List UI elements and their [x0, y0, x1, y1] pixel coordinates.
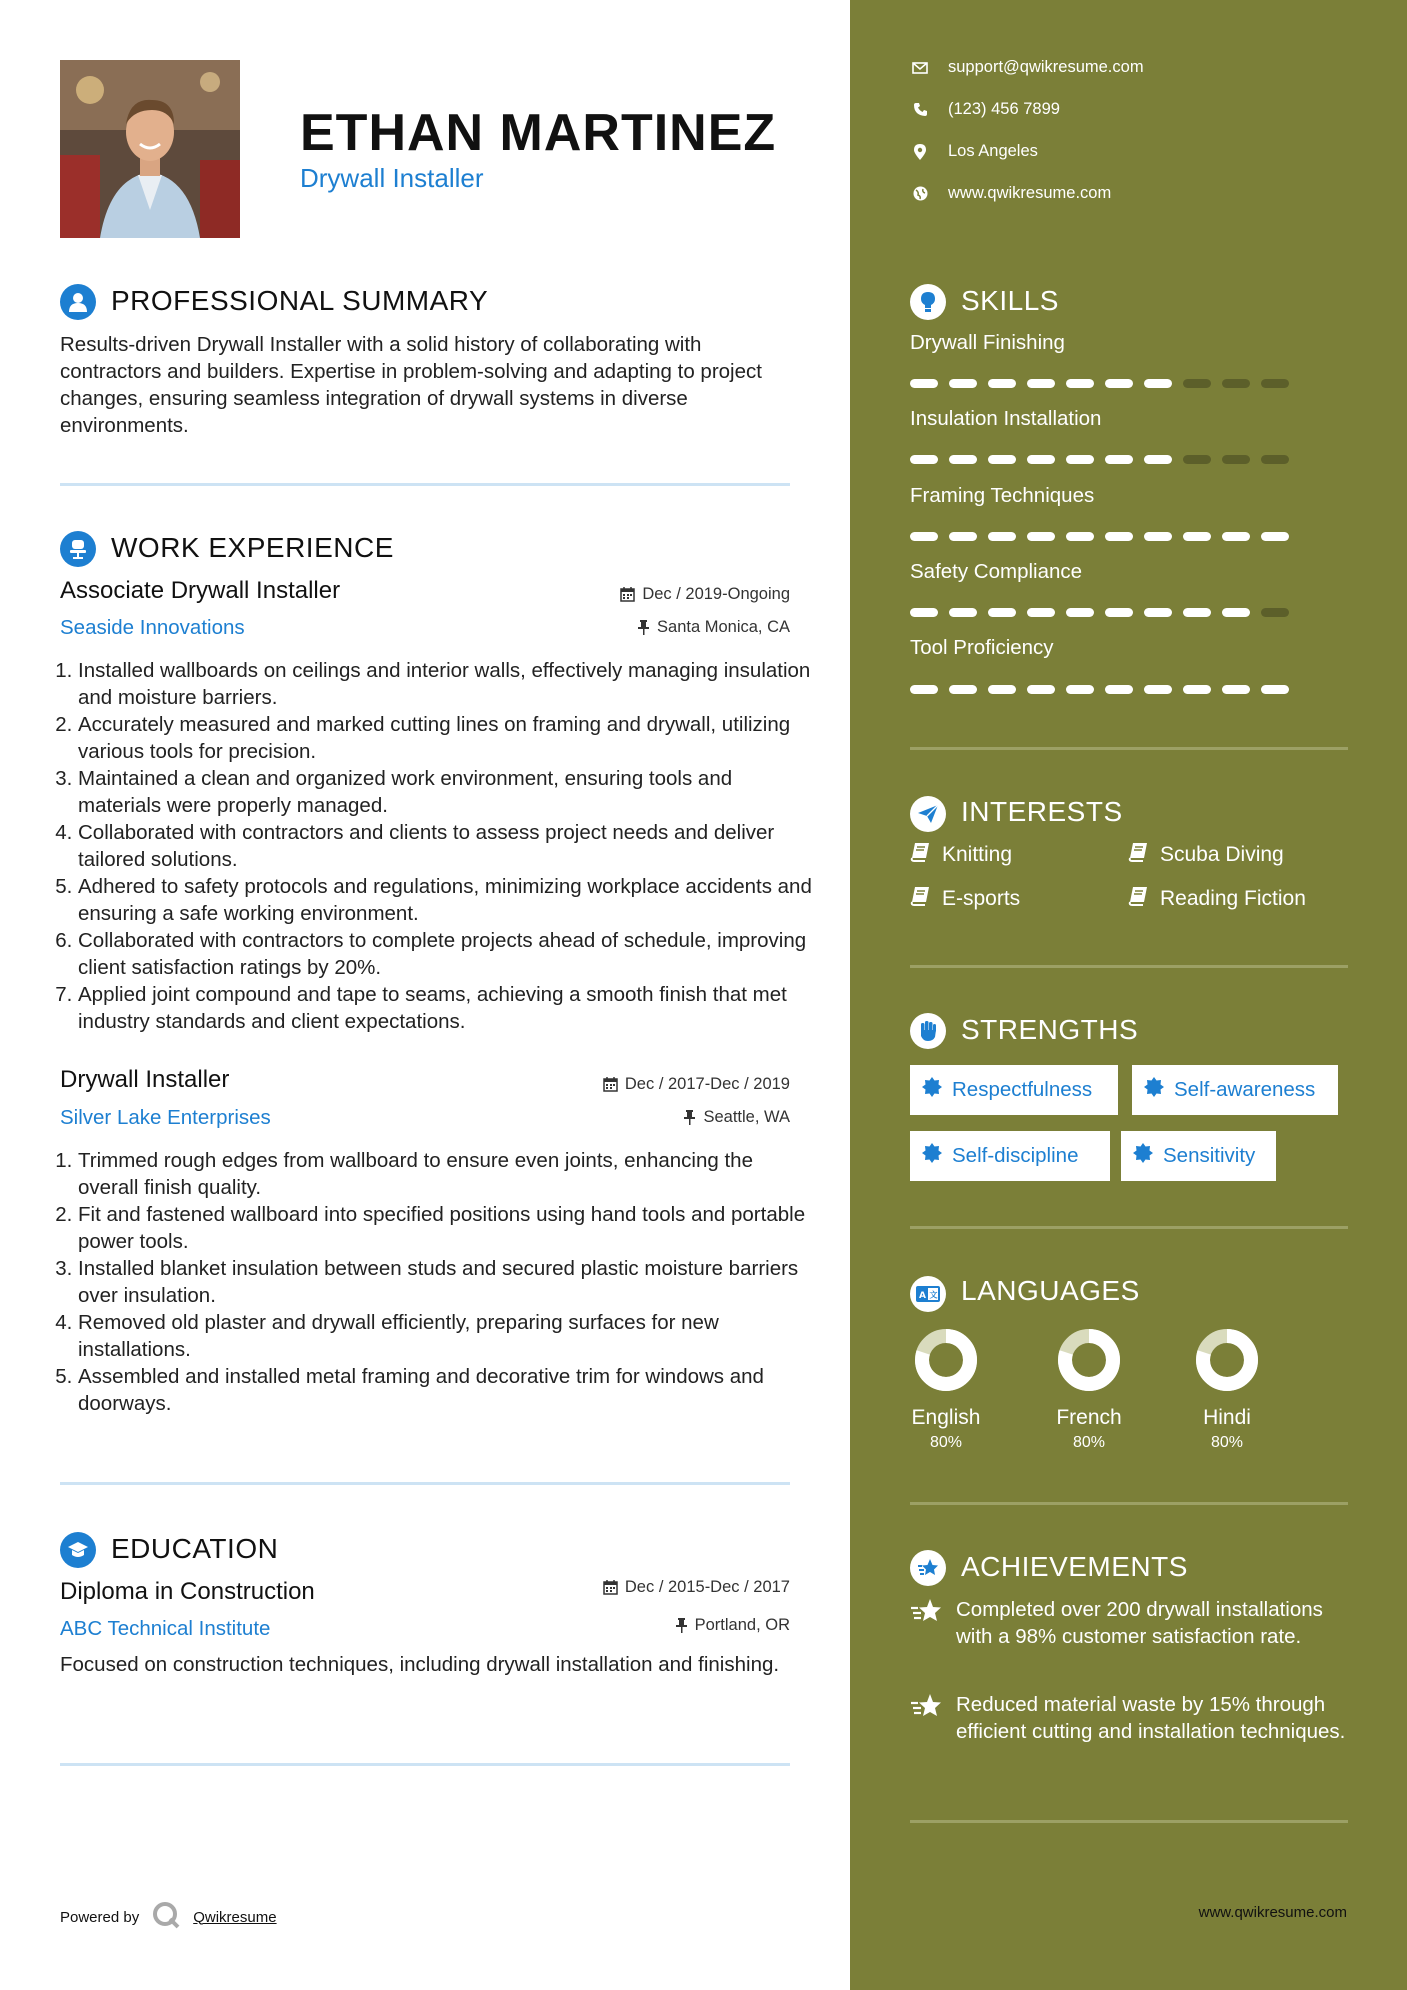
skill-name: Drywall Finishing: [910, 331, 1065, 354]
education-description: Focused on construction techniques, including drywall installation and finishing.: [60, 1653, 780, 1676]
section-divider: [910, 1226, 1348, 1229]
job-title: Associate Drywall Installer: [60, 577, 341, 604]
book-icon: [1128, 886, 1148, 912]
skill-bar: [910, 379, 1289, 388]
qwikresume-logo-icon: [151, 1900, 181, 1934]
skill-segment: [949, 379, 977, 388]
list-item: 7. Applied joint compound and tape to seams, achieving a smooth finish that met industry standards and client expectations.: [78, 981, 818, 1035]
skill-segment: [1261, 379, 1289, 388]
skill-segment: [1027, 379, 1055, 388]
website-text: www.qwikresume.com: [948, 184, 1112, 202]
list-item: 2. Accurately measured and marked cutting lines on framing and drywall, utilizing various tools for precision.: [78, 711, 818, 765]
profile-photo: [60, 60, 240, 238]
interests-heading: INTERESTS: [961, 796, 1123, 827]
section-divider: [60, 1482, 790, 1485]
badge-icon: [922, 1077, 942, 1103]
skill-segment: [988, 608, 1016, 617]
language-percent: 80%: [929, 1434, 963, 1451]
book-icon: [910, 886, 930, 912]
section-divider: [910, 747, 1348, 750]
skill-bar: [910, 608, 1289, 617]
envelope-icon: [910, 62, 930, 74]
svg-text:A: A: [919, 1291, 926, 1301]
skill-segment: [1183, 379, 1211, 388]
powered-by: [60, 1900, 277, 1934]
skill-bar: [910, 685, 1289, 694]
language-donut: [1056, 1327, 1122, 1393]
calendar-icon: [603, 1077, 618, 1092]
svg-text:文: 文: [929, 1290, 938, 1300]
education-date-text: Dec / 2015-Dec / 2017: [624, 1578, 790, 1596]
email-text: support@qwikresume.com: [948, 58, 1144, 76]
skill-segment: [1183, 608, 1211, 617]
skill-segment: [910, 455, 938, 464]
job-title: Drywall Installer: [60, 1066, 230, 1093]
interest-item: [1128, 886, 1306, 912]
fist-icon: [910, 1013, 946, 1049]
language-item: [1177, 1327, 1277, 1452]
skill-segment: [910, 608, 938, 617]
contact-phone[interactable]: [910, 100, 1060, 119]
skill-segment: [1066, 608, 1094, 617]
skill-segment: [1261, 532, 1289, 541]
skill-segment: [1222, 685, 1250, 694]
map-pin-icon: [910, 144, 930, 160]
degree-title: Diploma in Construction: [60, 1578, 315, 1605]
job-date: [603, 1075, 790, 1094]
skill-segment: [1261, 608, 1289, 617]
skill-segment: [949, 532, 977, 541]
job-location-text: Santa Monica, CA: [657, 618, 790, 636]
skill-segment: [949, 455, 977, 464]
interest-label: Scuba Diving: [1160, 843, 1284, 866]
contact-website[interactable]: [910, 184, 1111, 203]
qwikresume-link[interactable]: Qwikresume: [193, 1908, 277, 1926]
pin-icon: [683, 1110, 696, 1125]
paper-plane-icon: [910, 796, 946, 832]
skill-segment: [1027, 608, 1055, 617]
skill-name: Insulation Installation: [910, 407, 1102, 430]
skill-segment: [1027, 532, 1055, 541]
company-name: Silver Lake Enterprises: [60, 1106, 271, 1129]
candidate-title: Drywall Installer: [300, 163, 484, 193]
skill-segment: [1144, 532, 1172, 541]
skill-segment: [1105, 379, 1133, 388]
education-heading: EDUCATION: [111, 1533, 279, 1564]
achievements-heading: ACHIEVEMENTS: [961, 1551, 1188, 1582]
job-date-text: Dec / 2017-Dec / 2019: [624, 1075, 790, 1093]
job-date: [620, 585, 790, 604]
language-item: [1039, 1327, 1139, 1452]
skill-segment: [1066, 455, 1094, 464]
strength-chip: [1121, 1131, 1276, 1181]
star-icon: [910, 1691, 942, 1745]
skill-segment: [1144, 455, 1172, 464]
skill-segment: [949, 685, 977, 694]
calendar-icon: [603, 1580, 618, 1595]
sidebar: [850, 0, 1407, 1990]
skill-segment: [1105, 455, 1133, 464]
job-location: [683, 1108, 790, 1127]
languages-heading: LANGUAGES: [961, 1275, 1140, 1306]
interest-item: [910, 886, 1020, 912]
skill-segment: [1222, 608, 1250, 617]
strength-chip: [910, 1065, 1118, 1115]
skill-segment: [910, 532, 938, 541]
skill-segment: [949, 608, 977, 617]
qwikresume-site-link[interactable]: www.qwikresume.com: [1198, 1904, 1347, 1921]
contact-email[interactable]: [910, 58, 1144, 77]
skill-segment: [1027, 685, 1055, 694]
language-name: English: [911, 1406, 981, 1429]
job-duties: [60, 1147, 818, 1417]
skill-segment: [1183, 455, 1211, 464]
summary-heading: PROFESSIONAL SUMMARY: [111, 285, 489, 316]
candidate-name: ETHAN MARTINEZ: [300, 104, 777, 162]
skill-segment: [1183, 685, 1211, 694]
chair-icon: [60, 531, 96, 567]
user-icon: [60, 284, 96, 320]
list-item: 3. Maintained a clean and organized work environment, ensuring tools and materials were properly managed.: [78, 765, 818, 819]
education-date: [603, 1578, 790, 1597]
skill-segment: [1105, 608, 1133, 617]
list-item: 5. Assembled and installed metal framing and decorative trim for windows and doorways.: [78, 1363, 818, 1417]
skill-segment: [1066, 532, 1094, 541]
skill-segment: [1027, 455, 1055, 464]
education-location-text: Portland, OR: [694, 1616, 790, 1634]
strength-label: Self-awareness: [1174, 1078, 1316, 1101]
skill-segment: [1066, 379, 1094, 388]
language-percent: 80%: [1072, 1434, 1106, 1451]
skill-segment: [988, 532, 1016, 541]
badge-icon: [1144, 1077, 1164, 1103]
skill-segment: [1261, 685, 1289, 694]
list-item: 1. Installed wallboards on ceilings and interior walls, effectively managing insulation and moisture barriers.: [78, 657, 818, 711]
education-location: [675, 1616, 790, 1635]
section-divider: [910, 1502, 1348, 1505]
pin-icon: [637, 620, 650, 635]
achievement-text: Reduced material waste by 15% through efficient cutting and installation techniques.: [956, 1693, 1346, 1743]
section-divider: [60, 1763, 790, 1766]
skill-segment: [1105, 532, 1133, 541]
skill-segment: [1144, 379, 1172, 388]
school-name: ABC Technical Institute: [60, 1617, 271, 1640]
star-icon: [910, 1596, 942, 1650]
skill-name: Tool Proficiency: [910, 636, 1054, 659]
language-name: French: [1056, 1406, 1122, 1429]
section-divider: [910, 1820, 1348, 1823]
badge-icon: [922, 1143, 942, 1169]
translate-icon: [910, 1276, 946, 1312]
skills-heading: SKILLS: [961, 285, 1059, 316]
strength-label: Self-discipline: [952, 1144, 1079, 1167]
location-text: Los Angeles: [948, 142, 1038, 160]
list-item: 3. Installed blanket insulation between studs and secured plastic moisture barriers over insulation.: [78, 1255, 818, 1309]
phone-icon: [910, 102, 930, 117]
list-item: 2. Fit and fastened wallboard into specified positions using hand tools and portable power tools.: [78, 1201, 818, 1255]
language-name: Hindi: [1203, 1406, 1251, 1429]
graduation-icon: [60, 1532, 96, 1568]
job-duties: [60, 657, 818, 1035]
language-donut: [1194, 1327, 1260, 1393]
contact-location: [910, 142, 1038, 161]
skill-segment: [1222, 532, 1250, 541]
globe-icon: [910, 186, 930, 201]
list-item: 1. Trimmed rough edges from wallboard to ensure even joints, enhancing the overall finish quality.: [78, 1147, 818, 1201]
skill-segment: [1105, 685, 1133, 694]
strength-chip: [1132, 1065, 1338, 1115]
powered-by-label: Powered by: [60, 1908, 140, 1926]
language-item: [896, 1327, 996, 1452]
interest-item: [910, 842, 1012, 868]
skill-segment: [988, 685, 1016, 694]
achievement-item: [910, 1691, 1350, 1745]
company-name: Seaside Innovations: [60, 616, 245, 639]
skill-segment: [1144, 608, 1172, 617]
skill-segment: [1066, 685, 1094, 694]
badge-icon: [1133, 1143, 1153, 1169]
skill-segment: [988, 455, 1016, 464]
interest-label: Reading Fiction: [1160, 887, 1306, 910]
skill-segment: [1183, 532, 1211, 541]
skill-name: Safety Compliance: [910, 560, 1083, 583]
strength-chip: [910, 1131, 1110, 1181]
skill-segment: [988, 379, 1016, 388]
experience-heading: WORK EXPERIENCE: [111, 532, 394, 563]
list-item: 6. Collaborated with contractors to complete projects ahead of schedule, improving client satisfaction ratings by 20%.: [78, 927, 818, 981]
pin-icon: [675, 1618, 688, 1633]
language-donut: [913, 1327, 979, 1393]
skill-segment: [1261, 455, 1289, 464]
job-location: [637, 618, 790, 637]
language-percent: 80%: [1210, 1434, 1244, 1451]
skill-segment: [1222, 379, 1250, 388]
skill-segment: [1144, 685, 1172, 694]
strength-label: Respectfulness: [952, 1078, 1093, 1101]
strength-label: Sensitivity: [1163, 1144, 1256, 1167]
calendar-icon: [620, 587, 635, 602]
interest-label: E-sports: [942, 887, 1021, 910]
lightbulb-icon: [910, 284, 946, 320]
book-icon: [910, 842, 930, 868]
skill-segment: [910, 379, 938, 388]
book-icon: [1128, 842, 1148, 868]
phone-text: (123) 456 7899: [948, 100, 1060, 118]
list-item: 4. Removed old plaster and drywall efficiently, preparing surfaces for new installations.: [78, 1309, 818, 1363]
list-item: 4. Collaborated with contractors and clients to assess project needs and deliver tailored solutions.: [78, 819, 818, 873]
skill-segment: [1222, 455, 1250, 464]
summary-text: Results-driven Drywall Installer with a solid history of collaborating with contractors and builders. Expertise in problem-solving and adapting to project changes, ensuring seamless integration of drywall systems in diverse environments.: [60, 333, 762, 437]
skill-bar: [910, 532, 1289, 541]
achievement-text: Completed over 200 drywall installations with a 98% customer satisfaction rate.: [956, 1598, 1323, 1648]
star-icon: [910, 1550, 946, 1586]
job-date-text: Dec / 2019-Ongoing: [642, 585, 790, 603]
skill-name: Framing Techniques: [910, 484, 1095, 507]
strengths-heading: STRENGTHS: [961, 1014, 1139, 1045]
section-divider: [60, 483, 790, 486]
achievement-item: [910, 1596, 1350, 1650]
interest-label: Knitting: [942, 843, 1013, 866]
job-location-text: Seattle, WA: [703, 1108, 790, 1126]
list-item: 5. Adhered to safety protocols and regulations, minimizing workplace accidents and ensuring a safe working environment.: [78, 873, 818, 927]
interest-item: [1128, 842, 1284, 868]
skill-bar: [910, 455, 1289, 464]
skill-segment: [910, 685, 938, 694]
section-divider: [910, 965, 1348, 968]
